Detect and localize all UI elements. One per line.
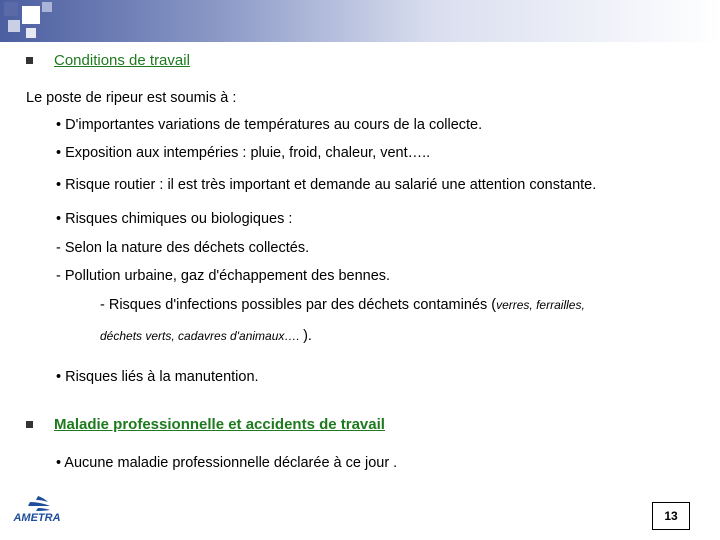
bullet-item: • Risques chimiques ou biologiques : — [56, 211, 293, 227]
decorative-squares — [0, 0, 60, 44]
infection-suffix: ). — [303, 328, 312, 344]
infection-examples-2: déchets verts, cadavres d'animaux…. — [100, 329, 304, 343]
logo-text: AMETRA — [13, 512, 61, 524]
bullet-item: • Exposition aux intempéries : pluie, froid, chaleur, vent….. — [56, 145, 431, 161]
section-heading[interactable]: Conditions de travail — [54, 52, 190, 69]
infection-line — [100, 297, 585, 313]
section-bullet — [26, 421, 33, 428]
infection-examples-1: verres, ferrailles, — [496, 298, 585, 312]
bullet-item: • Aucune maladie professionnelle déclarée à ce jour . — [56, 455, 398, 471]
bullet-item: • D'importantes variations de températures au cours de la collecte. — [56, 117, 483, 133]
intro-text: Le poste de ripeur est soumis à : — [26, 90, 237, 106]
ametra-logo — [8, 494, 66, 524]
infection-prefix: - Risques d'infections possibles par des déchets contaminés ( — [100, 297, 497, 313]
title-banner — [0, 0, 720, 42]
sub-item: - Selon la nature des déchets collectés. — [56, 240, 310, 256]
sub-item: - Pollution urbaine, gaz d'échappement des bennes. — [56, 268, 391, 284]
bullet-item: • Risques liés à la manutention. — [56, 369, 259, 385]
page-number: 13 — [652, 502, 690, 530]
bullet-item: • Risque routier : il est très important et demande au salarié une attention constante. — [56, 177, 597, 193]
section-bullet — [26, 57, 33, 64]
infection-line-2 — [100, 328, 312, 344]
section-heading[interactable]: Maladie professionnelle et accidents de travail — [54, 416, 385, 433]
